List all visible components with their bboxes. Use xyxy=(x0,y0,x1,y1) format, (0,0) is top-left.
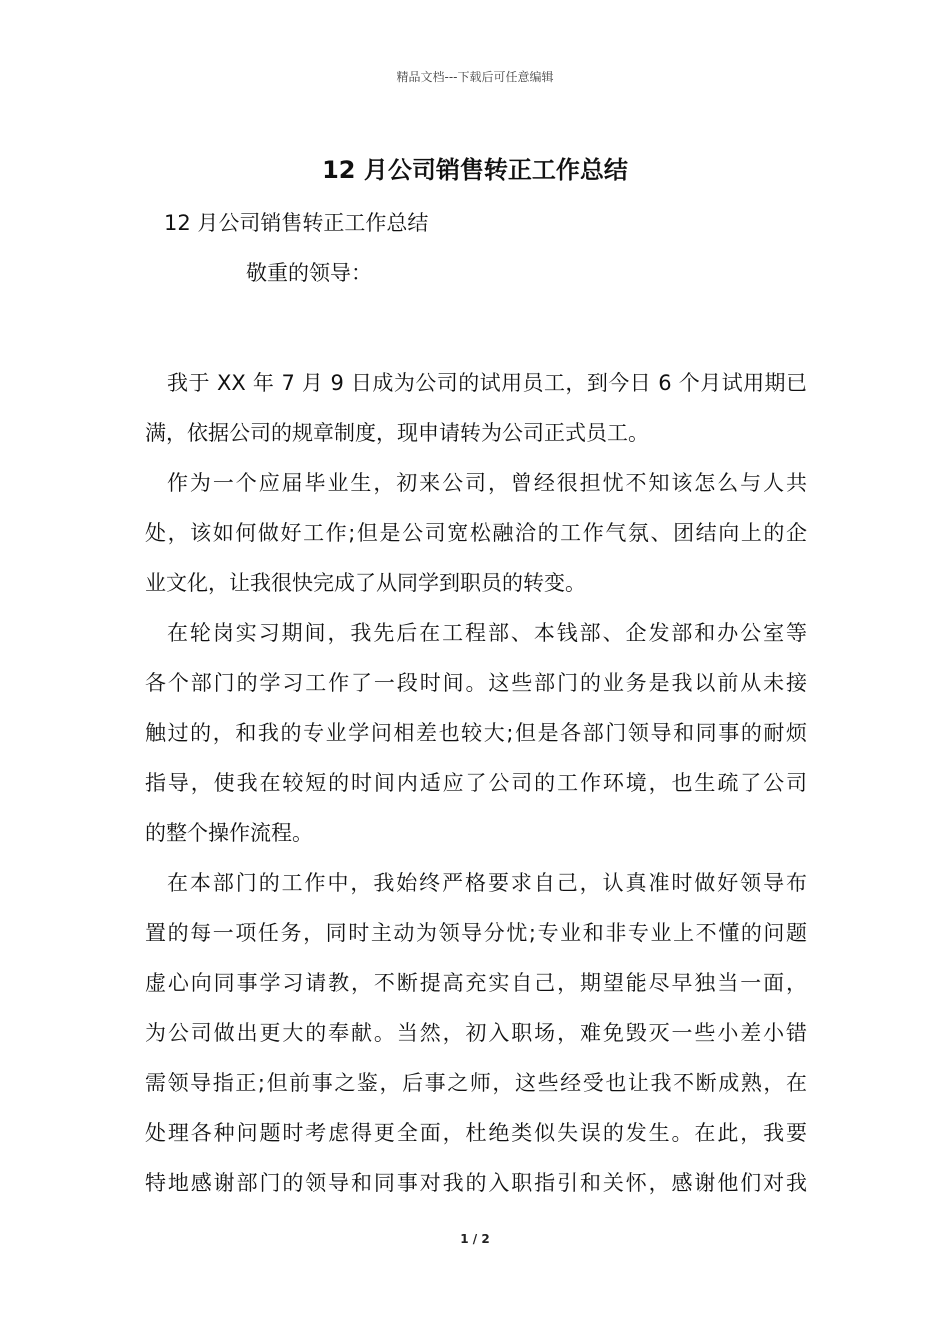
document-title: 12 月公司销售转正工作总结 xyxy=(322,156,628,184)
paragraph-line: 我于 XX 年 7 月 9 日成为公司的试用员工，到今日 6 个月试用期已 xyxy=(167,371,807,395)
document-subtitle: 12 月公司销售转正工作总结 xyxy=(164,211,429,235)
paragraph-line: 特地感谢部门的领导和同事对我的入职指引和关怀，感谢他们对我 xyxy=(145,1171,807,1195)
paragraph-line: 业文化，让我很快完成了从同学到职员的转变。 xyxy=(145,571,586,595)
paragraph-line: 各个部门的学习工作了一段时间。这些部门的业务是我以前从未接 xyxy=(145,671,807,695)
page-header: 精品文档---下载后可任意编辑 xyxy=(396,70,554,84)
paragraph-line: 的整个操作流程。 xyxy=(145,821,313,845)
paragraph-line: 作为一个应届毕业生，初来公司，曾经很担忧不知该怎么与人共 xyxy=(167,471,807,495)
paragraph-line: 在轮岗实习期间，我先后在工程部、本钱部、企发部和办公室等 xyxy=(167,621,807,645)
paragraph-line: 需领导指正;但前事之鉴，后事之师，这些经受也让我不断成熟，在 xyxy=(145,1071,807,1095)
paragraph-line: 处理各种问题时考虑得更全面，杜绝类似失误的发生。在此，我要 xyxy=(145,1121,807,1145)
paragraph-line: 为公司做出更大的奉献。当然，初入职场，难免毁灭一些小差小错 xyxy=(145,1021,807,1045)
salutation: 敬重的领导： xyxy=(246,261,372,285)
paragraph-line: 虚心向同事学习请教，不断提高充实自己，期望能尽早独当一面， xyxy=(145,971,807,995)
paragraph-line: 处，该如何做好工作;但是公司宽松融洽的工作气氛、团结向上的企 xyxy=(145,521,807,545)
document-body xyxy=(145,358,807,1208)
paragraph-line: 指导，使我在较短的时间内适应了公司的工作环境，也生疏了公司 xyxy=(145,771,807,795)
paragraph-line: 触过的，和我的专业学问相差也较大;但是各部门领导和同事的耐烦 xyxy=(145,721,807,745)
paragraph-line: 置的每一项任务，同时主动为领导分忧;专业和非专业上不懂的问题 xyxy=(145,921,807,945)
paragraph-line: 满，依据公司的规章制度，现申请转为公司正式员工。 xyxy=(145,421,649,445)
paragraph-line: 在本部门的工作中，我始终严格要求自己，认真准时做好领导布 xyxy=(167,871,807,895)
page-number: 1 / 2 xyxy=(460,1232,490,1246)
